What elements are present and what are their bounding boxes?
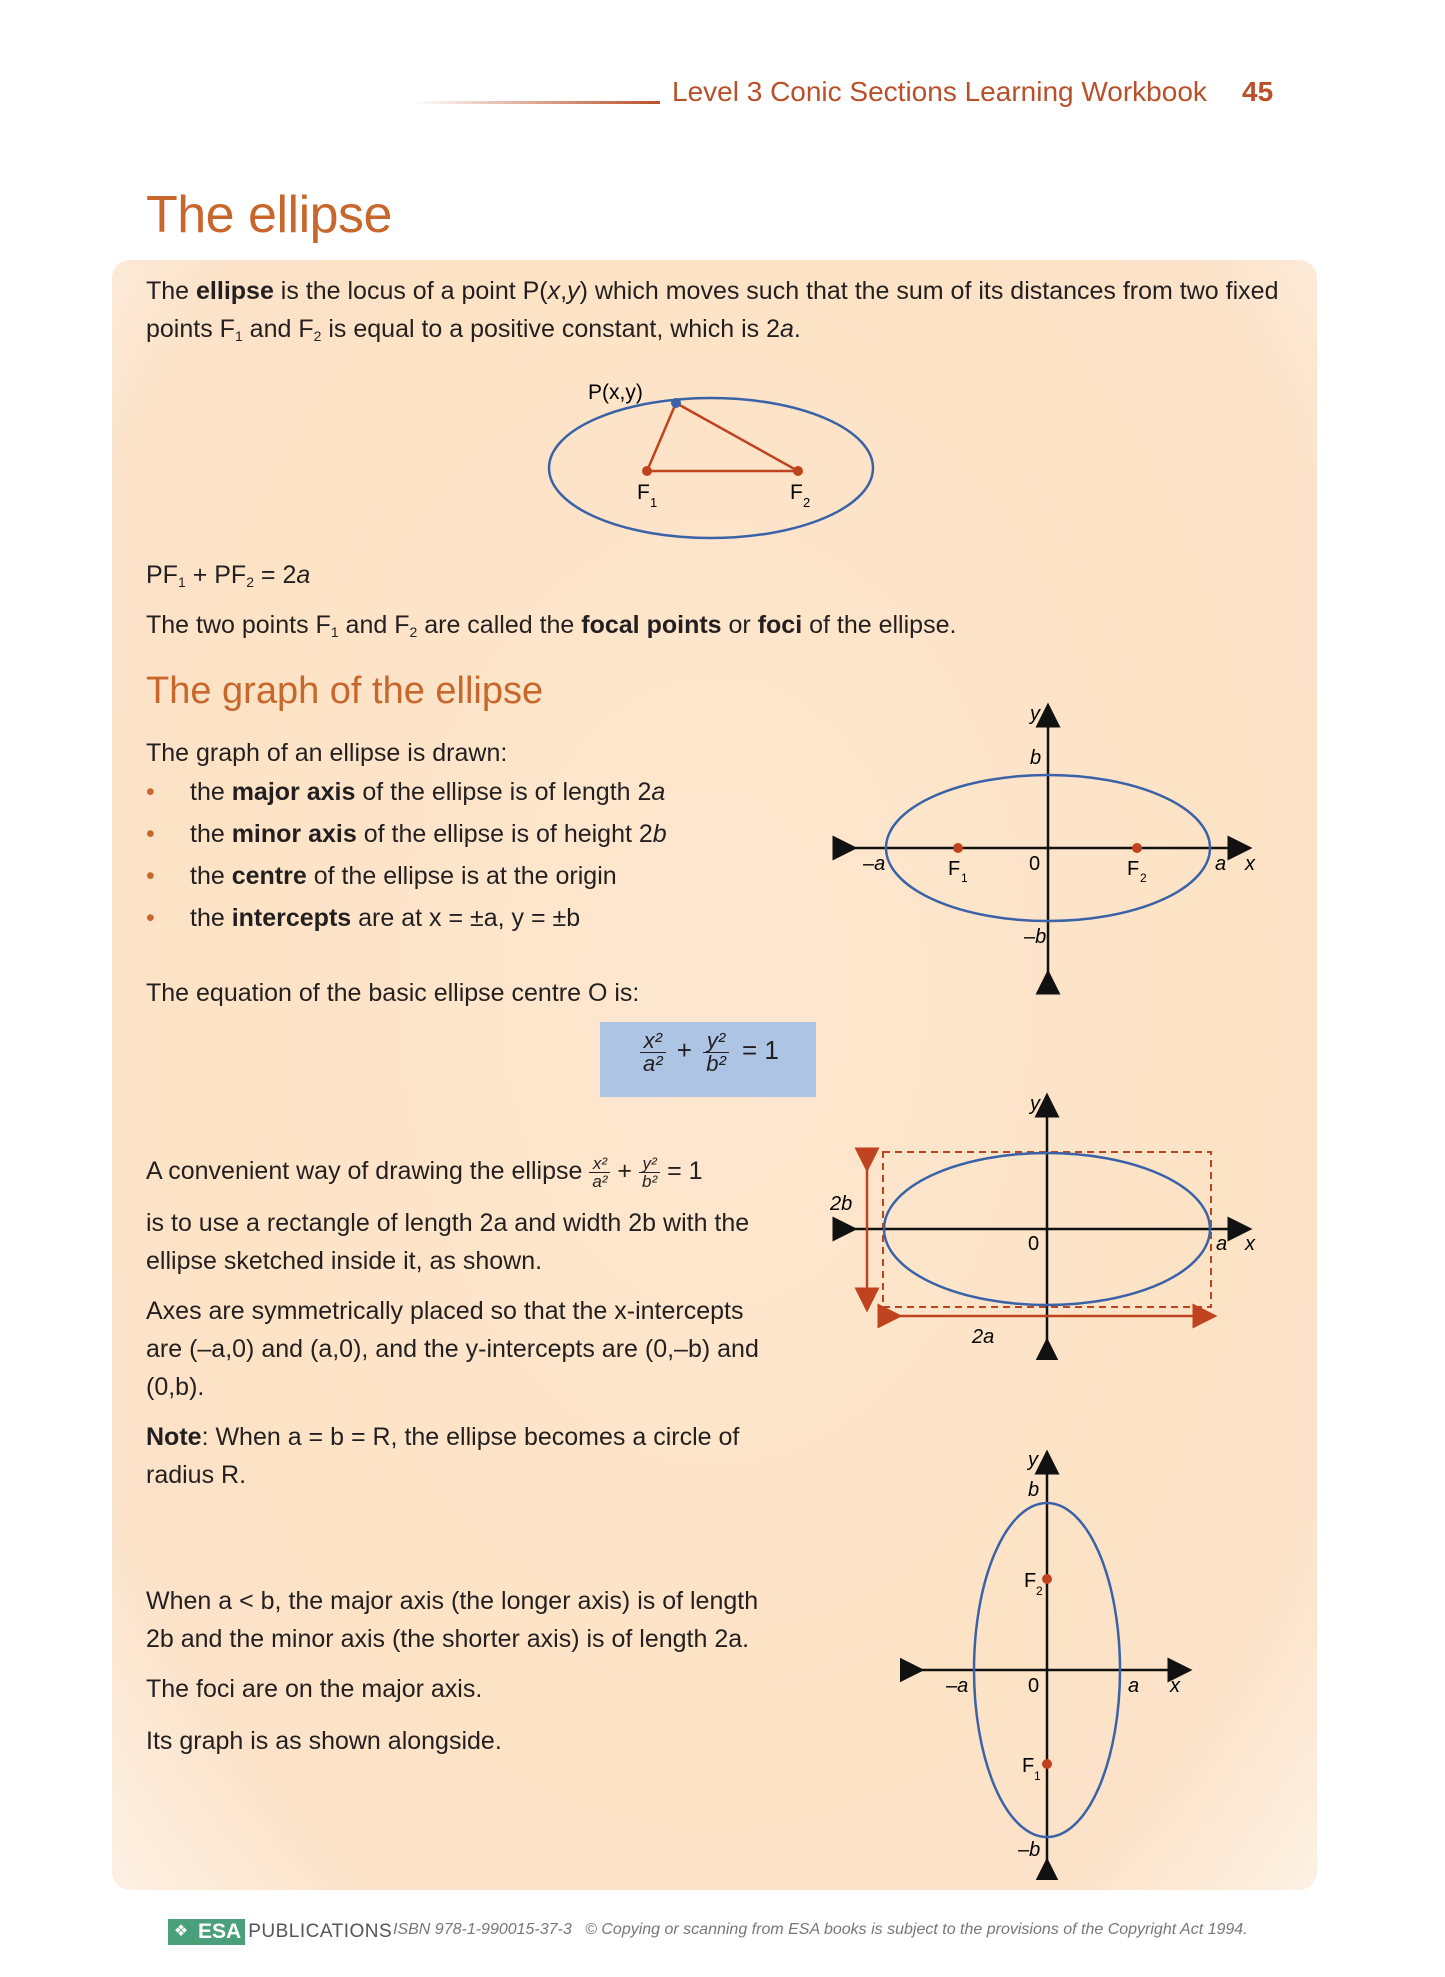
logo-publications-text: PUBLICATIONS	[248, 1921, 393, 1942]
axes-line-1: Axes are symmetrically placed so that the x-intercepts	[146, 1297, 744, 1325]
f2-subscript: 2	[1140, 871, 1147, 885]
x-axis-label: x	[1245, 1233, 1255, 1255]
vertical-line-1: When a < b, the major axis (the longer axis) is of length	[146, 1587, 759, 1615]
f2-subscript: 2	[1036, 1584, 1043, 1598]
f1-label: F	[637, 481, 650, 504]
pf2-segment	[676, 403, 798, 471]
f2-subscript: 2	[803, 495, 811, 510]
vertical-line-4: Its graph is as shown alongside.	[146, 1727, 502, 1755]
convenient-line-2: is to use a rectangle of length 2a and width 2b with the	[146, 1209, 750, 1237]
vertical-line-2: 2b and the minor axis (the shorter axis) is of length 2a.	[146, 1625, 750, 1653]
convenient-line-3: ellipse sketched inside it, as shown.	[146, 1247, 543, 1275]
neg-a-label: –a	[863, 853, 886, 875]
bullet-mark: •	[146, 904, 155, 932]
axes-line-2: are (–a,0) and (a,0), and the y-intercepts are (0,–b) and	[146, 1335, 759, 1363]
logo-esa-text: ESA	[194, 1919, 245, 1945]
note-line-2: radius R.	[146, 1461, 247, 1489]
neg-a-label: –a	[946, 1675, 969, 1697]
focus-point-2	[793, 466, 803, 476]
header-rule	[412, 101, 660, 104]
focus-point-1	[642, 466, 652, 476]
b-label: b	[1030, 747, 1042, 769]
y-axis-label: y	[1030, 703, 1040, 725]
book-title: Level 3 Conic Sections Learning Workbook	[672, 76, 1207, 107]
pf1-segment	[647, 403, 676, 471]
focus-point-1	[1042, 1759, 1052, 1769]
f1-subscript: 1	[961, 871, 968, 885]
page-title: The ellipse	[146, 186, 392, 244]
neg-b-label: –b	[1024, 926, 1047, 948]
focus-point-2	[1132, 843, 1142, 853]
f1-subscript: 1	[650, 495, 658, 510]
bullet-minor-axis: the minor axis of the ellipse is of height 2b	[190, 820, 667, 848]
intro-line-1: The ellipse is the locus of a point P(x,y) which moves such that the sum of its distances from two fixed	[146, 277, 1279, 305]
a-label: a	[1216, 1233, 1228, 1255]
f1-label: F	[1022, 1755, 1035, 1777]
publisher-logo	[168, 1919, 392, 1945]
vertical-line-3: The foci are on the major axis.	[146, 1675, 483, 1703]
footer-info	[393, 1921, 1248, 1939]
page-number: 45	[1242, 76, 1274, 107]
f2-label: F	[1024, 1570, 1037, 1592]
bullet-mark: •	[146, 862, 155, 890]
bullet-mark: •	[146, 778, 155, 806]
two-a-label: 2a	[972, 1326, 995, 1348]
bullet-intercepts: the intercepts are at x = ±a, y = ±b	[190, 904, 581, 932]
pf-equation: $PF_1 + PF_2 = 2a$	[146, 561, 311, 590]
copyright-notice: © Copying or scanning from ESA books is subject to the provisions of the Copyright Act 1994.	[585, 1921, 1248, 1938]
equation-box	[600, 1022, 816, 1097]
ellipse-graph-horizontal	[830, 700, 1270, 1000]
bullet-centre: the centre of the ellipse is at the origin	[190, 862, 617, 890]
f1-label: F	[948, 858, 961, 880]
focal-diagram	[540, 375, 880, 560]
x-axis-label: x	[1170, 1675, 1180, 1697]
bullet-major-axis: the major axis of the ellipse is of length 2a	[190, 778, 666, 806]
focus-point-2	[1042, 1574, 1052, 1584]
b-label: b	[1028, 1479, 1040, 1501]
y-axis-label: y	[1030, 1093, 1040, 1115]
focal-points-text: The two points $F_1$ and $F_2$ are called the focal points or foci of the ellipse.	[146, 611, 957, 640]
focus-point-1	[953, 843, 963, 853]
axes-line-3: (0,b).	[146, 1373, 205, 1401]
f1-subscript: 1	[1034, 1769, 1041, 1783]
a-label: a	[1128, 1675, 1140, 1697]
neg-b-label: –b	[1018, 1839, 1041, 1861]
a-label: a	[1215, 853, 1227, 875]
ellipse-equation: $\frac{\text{x²}}{\text{a²}}$ + $\frac{\text{y²}}{\text{b²}}$ = 1	[640, 1030, 779, 1075]
book-icon: ❖	[168, 1919, 194, 1945]
point-p	[671, 398, 681, 408]
bullet-mark: •	[146, 820, 155, 848]
origin-label: 0	[1029, 853, 1041, 875]
y-axis-label: y	[1028, 1449, 1038, 1471]
isbn: ISBN 978-1-990015-37-3	[393, 1921, 572, 1938]
equation-intro: The equation of the basic ellipse centre O is:	[146, 979, 640, 1007]
ellipse-curve	[549, 398, 873, 538]
ellipse-rectangle-graph	[820, 1090, 1270, 1360]
origin-label: 0	[1028, 1675, 1040, 1697]
graph-intro: The graph of an ellipse is drawn:	[146, 739, 508, 767]
convenient-line-1: A convenient way of drawing the ellipse $\frac{\text{x²}}{\text{a²}}$ + $\frac{\text{y²}}{\text{b²}}$ = 1	[146, 1153, 703, 1191]
note-line-1: Note: When a = b = R, the ellipse becomes a circle of	[146, 1423, 740, 1451]
two-b-label: 2b	[830, 1193, 853, 1215]
ellipse-graph-vertical	[900, 1440, 1200, 1880]
origin-label: 0	[1028, 1233, 1040, 1255]
f2-label: F	[1127, 858, 1140, 880]
f2-label: F	[790, 481, 803, 504]
intro-line-2: points $F_1$ and $F_2$ is equal to a positive constant, which is 2a.	[146, 315, 801, 344]
graph-heading: The graph of the ellipse	[146, 670, 544, 712]
point-p-label: P(x,y)	[588, 381, 643, 404]
x-axis-label: x	[1245, 853, 1255, 875]
